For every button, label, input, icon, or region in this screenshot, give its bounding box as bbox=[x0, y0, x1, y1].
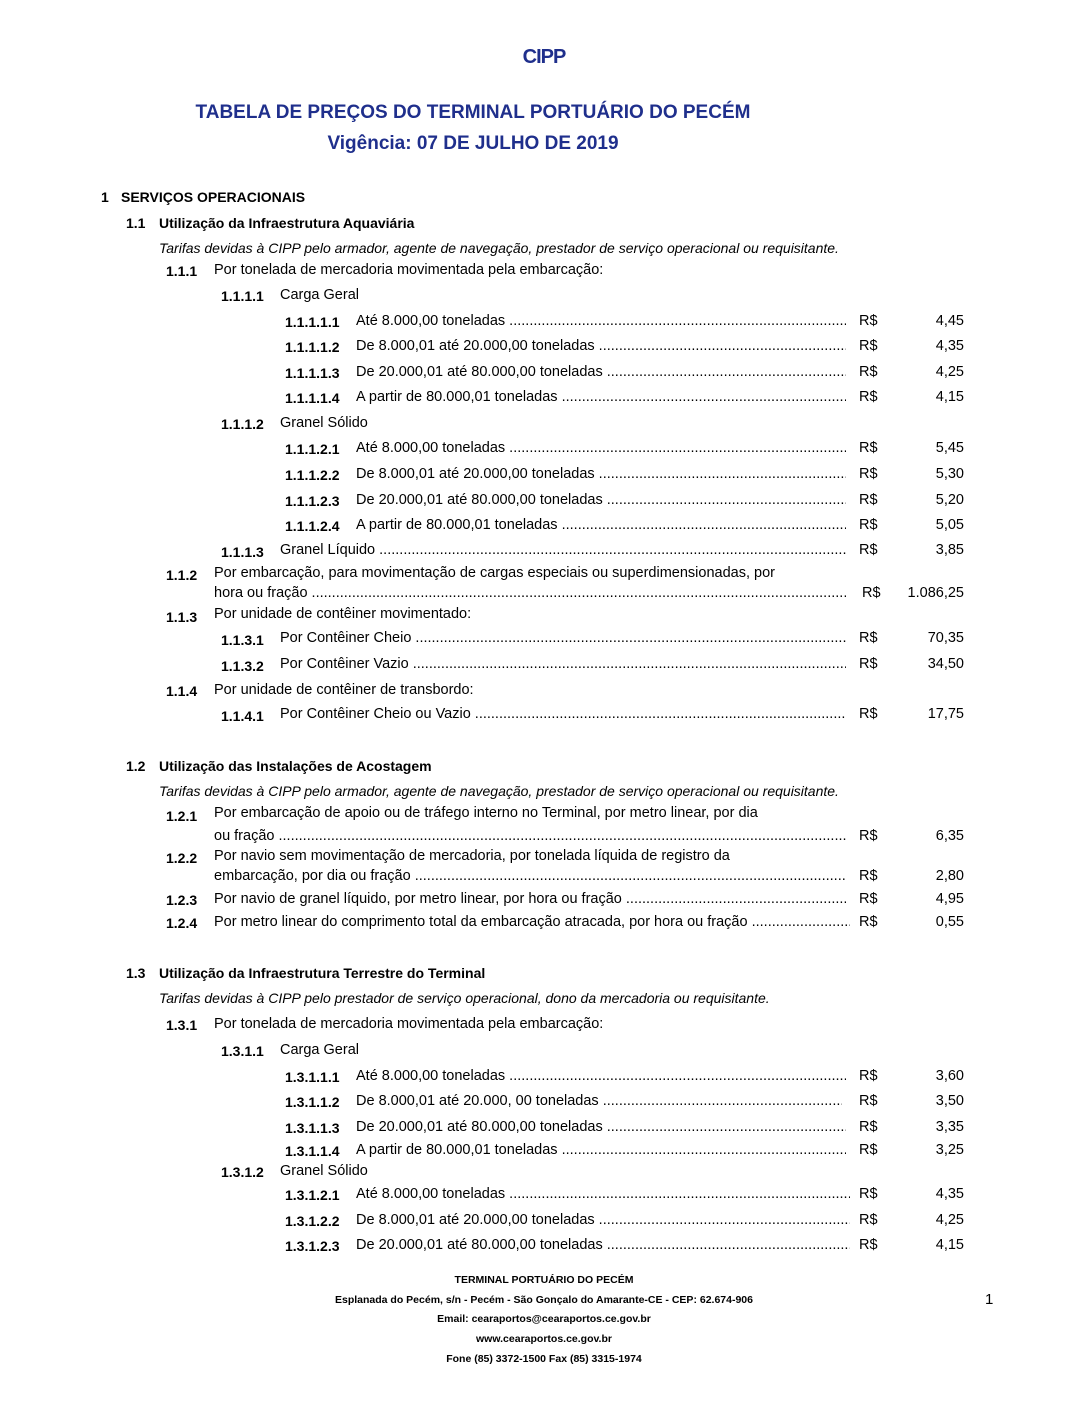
item-number: 1.1.1.3 bbox=[221, 544, 264, 560]
currency: R$ bbox=[859, 1142, 878, 1158]
price-value: 4,35 bbox=[935, 338, 964, 354]
currency: R$ bbox=[859, 914, 878, 930]
item-label: Carga Geral bbox=[280, 287, 359, 303]
row-number: 1.1.1.2.2 bbox=[285, 467, 340, 483]
subsection-number: 1.3 bbox=[126, 965, 146, 981]
tariff-note: Tarifas devidas à CIPP pelo armador, agente de navegação, prestador de serviço operacional ou requisitante. bbox=[159, 240, 839, 256]
footer-email: Email: cearaportos@cearaportos.ce.gov.br bbox=[437, 1313, 651, 1325]
currency: R$ bbox=[859, 1093, 878, 1109]
item-number: 1.1.4 bbox=[166, 683, 198, 699]
price-value: 4,35 bbox=[935, 1186, 964, 1202]
row-label: De 8.000,01 até 20.000, 00 toneladas ..... bbox=[356, 1093, 842, 1109]
item-label-line1: Por navio sem movimentação de mercadoria, por tonelada líquida de registro da bbox=[214, 848, 730, 864]
row-number: 1.1.1.1.2 bbox=[285, 339, 340, 355]
row-label: A partir de 80.000,01 toneladas ..... bbox=[356, 389, 846, 405]
price-value: 4,95 bbox=[935, 891, 964, 907]
item-number: 1.2.2 bbox=[166, 850, 198, 866]
price-value: 5,30 bbox=[935, 466, 964, 482]
row-label: A partir de 80.000,01 toneladas ..... bbox=[356, 1142, 846, 1158]
row-number: 1.1.4.1 bbox=[221, 708, 264, 724]
currency: R$ bbox=[859, 630, 878, 646]
footer-terminal-name: TERMINAL PORTUÁRIO DO PECÉM bbox=[454, 1274, 634, 1286]
item-number: 1.2.4 bbox=[166, 915, 198, 931]
price-value: 1.086,25 bbox=[907, 585, 964, 601]
price-value: 5,20 bbox=[935, 492, 964, 508]
subsection-title: Utilização da Infraestrutura Terrestre do Terminal bbox=[159, 965, 486, 981]
price-value: 3,60 bbox=[935, 1068, 964, 1084]
item-label: Granel Sólido bbox=[280, 1163, 368, 1179]
item-label: Por tonelada de mercadoria movimentada pela embarcação: bbox=[214, 1016, 604, 1032]
currency: R$ bbox=[859, 466, 878, 482]
item-label-line2: ou fração ..... bbox=[214, 828, 846, 844]
price-value: 0,55 bbox=[935, 914, 964, 930]
row-label: A partir de 80.000,01 toneladas ..... bbox=[356, 517, 846, 533]
document-title: TABELA DE PREÇOS DO TERMINAL PORTUÁRIO DO PECÉM bbox=[195, 102, 751, 123]
row-number: 1.3.1.1.2 bbox=[285, 1094, 340, 1110]
currency: R$ bbox=[859, 1237, 878, 1253]
item-label: Por unidade de contêiner movimentado: bbox=[214, 606, 472, 622]
row-label: Até 8.000,00 toneladas ..... bbox=[356, 440, 846, 456]
price-value: 4,25 bbox=[935, 1212, 964, 1228]
price-value: 4,15 bbox=[935, 389, 964, 405]
row-number: 1.1.1.1.1 bbox=[285, 314, 340, 330]
row-label: De 20.000,01 até 80.000,00 toneladas ..... bbox=[356, 1237, 850, 1253]
row-label: Por Contêiner Vazio ..... bbox=[280, 656, 846, 672]
row-number: 1.3.1.1.1 bbox=[285, 1069, 340, 1085]
row-number: 1.1.1.2.1 bbox=[285, 441, 340, 457]
item-label: Por navio de granel líquido, por metro linear, por hora ou fração ..... bbox=[214, 891, 846, 907]
price-value: 3,50 bbox=[935, 1093, 964, 1109]
price-value: 3,25 bbox=[935, 1142, 964, 1158]
item-number: 1.1.2 bbox=[166, 567, 198, 583]
row-label: Até 8.000,00 toneladas ..... bbox=[356, 1186, 850, 1202]
cipp-logo: CIPP bbox=[522, 46, 566, 68]
currency: R$ bbox=[859, 542, 878, 558]
section-number: 1 bbox=[101, 189, 109, 205]
item-number: 1.1.1.1 bbox=[221, 288, 264, 304]
price-value: 3,85 bbox=[935, 542, 964, 558]
subsection-number: 1.2 bbox=[126, 758, 146, 774]
item-label-line2: hora ou fração ..... bbox=[214, 585, 846, 601]
price-value: 3,35 bbox=[935, 1119, 964, 1135]
row-number: 1.1.3.1 bbox=[221, 632, 264, 648]
item-label: Granel Sólido bbox=[280, 415, 368, 431]
price-value: 34,50 bbox=[927, 656, 964, 672]
row-label: De 20.000,01 até 80.000,00 toneladas ..... bbox=[356, 1119, 846, 1135]
currency: R$ bbox=[859, 891, 878, 907]
row-label: De 20.000,01 até 80.000,00 toneladas ..... bbox=[356, 364, 846, 380]
price-value: 2,80 bbox=[935, 868, 964, 884]
tariff-note: Tarifas devidas à CIPP pelo prestador de serviço operacional, dono da mercadoria ou requisitante. bbox=[159, 990, 770, 1006]
currency: R$ bbox=[859, 517, 878, 533]
item-number: 1.3.1.1 bbox=[221, 1043, 264, 1059]
currency: R$ bbox=[859, 364, 878, 380]
price-value: 4,15 bbox=[935, 1237, 964, 1253]
item-number: 1.1.1.2 bbox=[221, 416, 264, 432]
currency: R$ bbox=[859, 1119, 878, 1135]
row-label: Por Contêiner Cheio ou Vazio ..... bbox=[280, 706, 846, 722]
tariff-note: Tarifas devidas à CIPP pelo armador, agente de navegação, prestador de serviço operacional ou requisitante. bbox=[159, 783, 839, 799]
currency: R$ bbox=[859, 656, 878, 672]
item-number: 1.1.3 bbox=[166, 609, 198, 625]
currency: R$ bbox=[859, 868, 878, 884]
price-value: 70,35 bbox=[927, 630, 964, 646]
item-label: Carga Geral bbox=[280, 1042, 359, 1058]
row-label: Até 8.000,00 toneladas ..... bbox=[356, 1068, 846, 1084]
price-value: 4,45 bbox=[935, 313, 964, 329]
currency: R$ bbox=[859, 1186, 878, 1202]
row-label: Até 8.000,00 toneladas ..... bbox=[356, 313, 846, 329]
currency: R$ bbox=[859, 440, 878, 456]
row-label: De 20.000,01 até 80.000,00 toneladas ..... bbox=[356, 492, 846, 508]
currency: R$ bbox=[859, 338, 878, 354]
item-label-line2: embarcação, por dia ou fração ..... bbox=[214, 868, 846, 884]
row-number: 1.1.1.1.3 bbox=[285, 365, 340, 381]
item-label: Granel Líquido ..... bbox=[280, 542, 846, 558]
row-number: 1.3.1.2.2 bbox=[285, 1213, 340, 1229]
row-number: 1.1.1.1.4 bbox=[285, 390, 340, 406]
price-value: 5,45 bbox=[935, 440, 964, 456]
item-number: 1.1.1 bbox=[166, 263, 198, 279]
row-number: 1.1.1.2.3 bbox=[285, 493, 340, 509]
row-label: De 8.000,01 até 20.000,00 toneladas ..... bbox=[356, 466, 846, 482]
currency: R$ bbox=[859, 492, 878, 508]
price-value: 4,25 bbox=[935, 364, 964, 380]
item-number: 1.2.1 bbox=[166, 808, 198, 824]
currency: R$ bbox=[862, 585, 881, 601]
currency: R$ bbox=[859, 1212, 878, 1228]
section-title: SERVIÇOS OPERACIONAIS bbox=[121, 189, 306, 205]
row-number: 1.1.3.2 bbox=[221, 658, 264, 674]
subsection-title: Utilização das Instalações de Acostagem bbox=[159, 758, 432, 774]
footer-website: www.cearaportos.ce.gov.br bbox=[476, 1333, 612, 1345]
currency: R$ bbox=[859, 389, 878, 405]
item-label: Por unidade de contêiner de transbordo: bbox=[214, 682, 474, 698]
row-number: 1.3.1.1.4 bbox=[285, 1143, 340, 1159]
row-label: De 8.000,01 até 20.000,00 toneladas ..... bbox=[356, 338, 846, 354]
row-number: 1.3.1.1.3 bbox=[285, 1120, 340, 1136]
validity-date: Vigência: 07 DE JULHO DE 2019 bbox=[327, 133, 619, 154]
row-label: Por Contêiner Cheio ..... bbox=[280, 630, 846, 646]
footer-address: Esplanada do Pecém, s/n - Pecém - São Gonçalo do Amarante-CE - CEP: 62.674-906 bbox=[334, 1294, 753, 1306]
subsection-title: Utilização da Infraestrutura Aquaviária bbox=[159, 215, 415, 231]
price-value: 5,05 bbox=[935, 517, 964, 533]
footer-phone: Fone (85) 3372-1500 Fax (85) 3315-1974 bbox=[446, 1353, 642, 1365]
page-number: 1 bbox=[985, 1291, 994, 1308]
price-value: 17,75 bbox=[927, 706, 964, 722]
item-label-line1: Por embarcação, para movimentação de cargas especiais ou superdimensionadas, por bbox=[214, 565, 775, 581]
row-number: 1.3.1.2.3 bbox=[285, 1238, 340, 1254]
subsection-number: 1.1 bbox=[126, 215, 146, 231]
item-number: 1.2.3 bbox=[166, 892, 198, 908]
currency: R$ bbox=[859, 313, 878, 329]
item-label: Por tonelada de mercadoria movimentada pela embarcação: bbox=[214, 262, 604, 278]
row-label: De 8.000,01 até 20.000,00 toneladas ..... bbox=[356, 1212, 850, 1228]
item-number: 1.3.1 bbox=[166, 1017, 198, 1033]
currency: R$ bbox=[859, 828, 878, 844]
row-number: 1.3.1.2.1 bbox=[285, 1187, 340, 1203]
currency: R$ bbox=[859, 706, 878, 722]
item-number: 1.3.1.2 bbox=[221, 1164, 264, 1180]
row-number: 1.1.1.2.4 bbox=[285, 518, 340, 534]
currency: R$ bbox=[859, 1068, 878, 1084]
price-value: 6,35 bbox=[935, 828, 964, 844]
item-label-line1: Por embarcação de apoio ou de tráfego interno no Terminal, por metro linear, por dia bbox=[214, 805, 758, 821]
item-label: Por metro linear do comprimento total da embarcação atracada, por hora ou fração ..... bbox=[214, 914, 850, 930]
